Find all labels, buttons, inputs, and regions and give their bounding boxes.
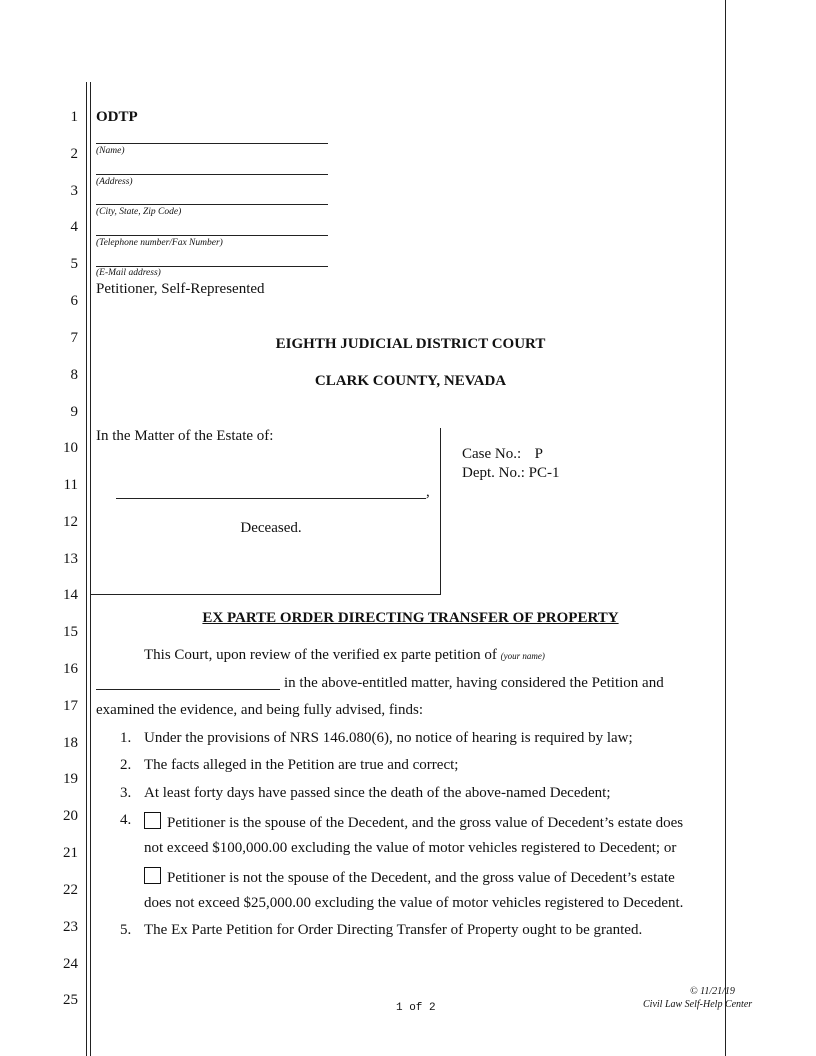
line-number: 21: [63, 845, 78, 861]
finding-4a-cont: not exceed $100,000.00 excluding the value of motor vehicles registered to Decedent; or: [144, 840, 677, 856]
line-number: 2: [70, 146, 78, 162]
finding-3-num: 3.: [120, 785, 132, 801]
intro-text-1: This Court, upon review of the verified ex parte petition of: [144, 647, 497, 663]
name-line: [96, 143, 328, 144]
finding-4-option-a: [144, 812, 683, 832]
intro-line-3: examined the evidence, and being fully advised, finds:: [96, 702, 423, 718]
city-state-zip-label: (City, State, Zip Code): [96, 207, 182, 217]
line-number: 20: [63, 808, 78, 824]
finding-1-text: Under the provisions of NRS 146.080(6), no notice of hearing is required by law;: [144, 730, 633, 746]
page-number: 1 of 2: [396, 1002, 436, 1014]
line-number: 7: [70, 330, 78, 346]
line-number: 13: [63, 551, 78, 567]
estate-name-line: [116, 498, 426, 499]
name-label: (Name): [96, 146, 125, 156]
line-number: 18: [63, 735, 78, 751]
petitioner-name-line: [96, 689, 280, 690]
intro-line-2: in the above-entitled matter, having considered the Petition and: [284, 675, 664, 691]
dept-no: [462, 465, 560, 482]
line-number: 12: [63, 514, 78, 530]
not-spouse-checkbox[interactable]: [144, 867, 161, 884]
finding-4a-text: Petitioner is the spouse of the Decedent, and the gross value of Decedent’s estate does: [167, 815, 684, 831]
line-number: 5: [70, 256, 78, 272]
spouse-checkbox[interactable]: [144, 812, 161, 829]
line-number: 14: [63, 587, 78, 603]
line-number: 3: [70, 183, 78, 199]
line-number: 4: [70, 219, 78, 235]
line-number: 8: [70, 367, 78, 383]
line-number: 15: [63, 624, 78, 640]
line-number: 22: [63, 882, 78, 898]
line-number: 16: [63, 661, 78, 677]
order-title: EX PARTE ORDER DIRECTING TRANSFER OF PROPERTY: [202, 610, 619, 626]
county-name: CLARK COUNTY, NEVADA: [314, 373, 507, 389]
self-help-center: Civil Law Self-Help Center: [643, 999, 753, 1010]
form-code: ODTP: [96, 109, 138, 125]
dept-no-label: Dept. No.:: [462, 465, 525, 481]
case-no-value: P: [534, 446, 544, 462]
line-number: 23: [63, 919, 78, 935]
email-line: [96, 266, 328, 267]
finding-2-num: 2.: [120, 757, 132, 773]
your-name-hint: (your name): [500, 651, 545, 661]
line-number: 25: [63, 992, 78, 1008]
line-number: 1: [70, 109, 78, 125]
line-number: 6: [70, 293, 78, 309]
finding-5-num: 5.: [120, 922, 132, 938]
deceased-label: Deceased.: [240, 520, 302, 536]
petitioner-label: Petitioner, Self-Represented: [96, 281, 265, 297]
phone-label: (Telephone number/Fax Number): [96, 238, 223, 248]
city-line: [96, 204, 328, 205]
right-margin-rule: [725, 0, 726, 1056]
case-no: [462, 446, 543, 463]
line-number: 11: [63, 477, 78, 493]
finding-1-num: 1.: [120, 730, 132, 746]
finding-4-num: 4.: [120, 812, 132, 828]
address-label: (Address): [96, 177, 133, 187]
finding-2-text: The facts alleged in the Petition are true and correct;: [144, 757, 459, 773]
left-margin-rule-1: [86, 82, 87, 1056]
finding-4b-cont: does not exceed $25,000.00 excluding the value of motor vehicles registered to Decedent.: [144, 895, 684, 911]
caption-vertical-rule: [440, 428, 441, 594]
line-number: 9: [70, 404, 78, 420]
case-no-label: Case No.:: [462, 446, 522, 462]
finding-3-text: At least forty days have passed since the death of the above-named Decedent;: [144, 785, 611, 801]
intro-line-1: [144, 647, 545, 664]
dept-no-value: PC-1: [528, 465, 560, 481]
line-number: 10: [63, 440, 78, 456]
email-label: (E-Mail address): [96, 268, 161, 278]
copyright-date: © 11/21/19: [690, 986, 735, 997]
comma: ,: [426, 484, 430, 500]
finding-4-option-b: [144, 867, 675, 887]
court-name: EIGHTH JUDICIAL DISTRICT COURT: [275, 336, 546, 352]
line-number: 19: [63, 771, 78, 787]
finding-5-text: The Ex Parte Petition for Order Directing Transfer of Property ought to be granted.: [144, 922, 643, 938]
line-number: 24: [63, 956, 78, 972]
line-number: 17: [63, 698, 78, 714]
finding-4b-text: Petitioner is not the spouse of the Decedent, and the gross value of Decedent’s estate: [167, 870, 675, 886]
caption-bottom-rule: [90, 594, 441, 595]
address-line: [96, 174, 328, 175]
left-margin-rule-2: [90, 82, 91, 1056]
matter-label: In the Matter of the Estate of:: [96, 428, 274, 444]
phone-line: [96, 235, 328, 236]
